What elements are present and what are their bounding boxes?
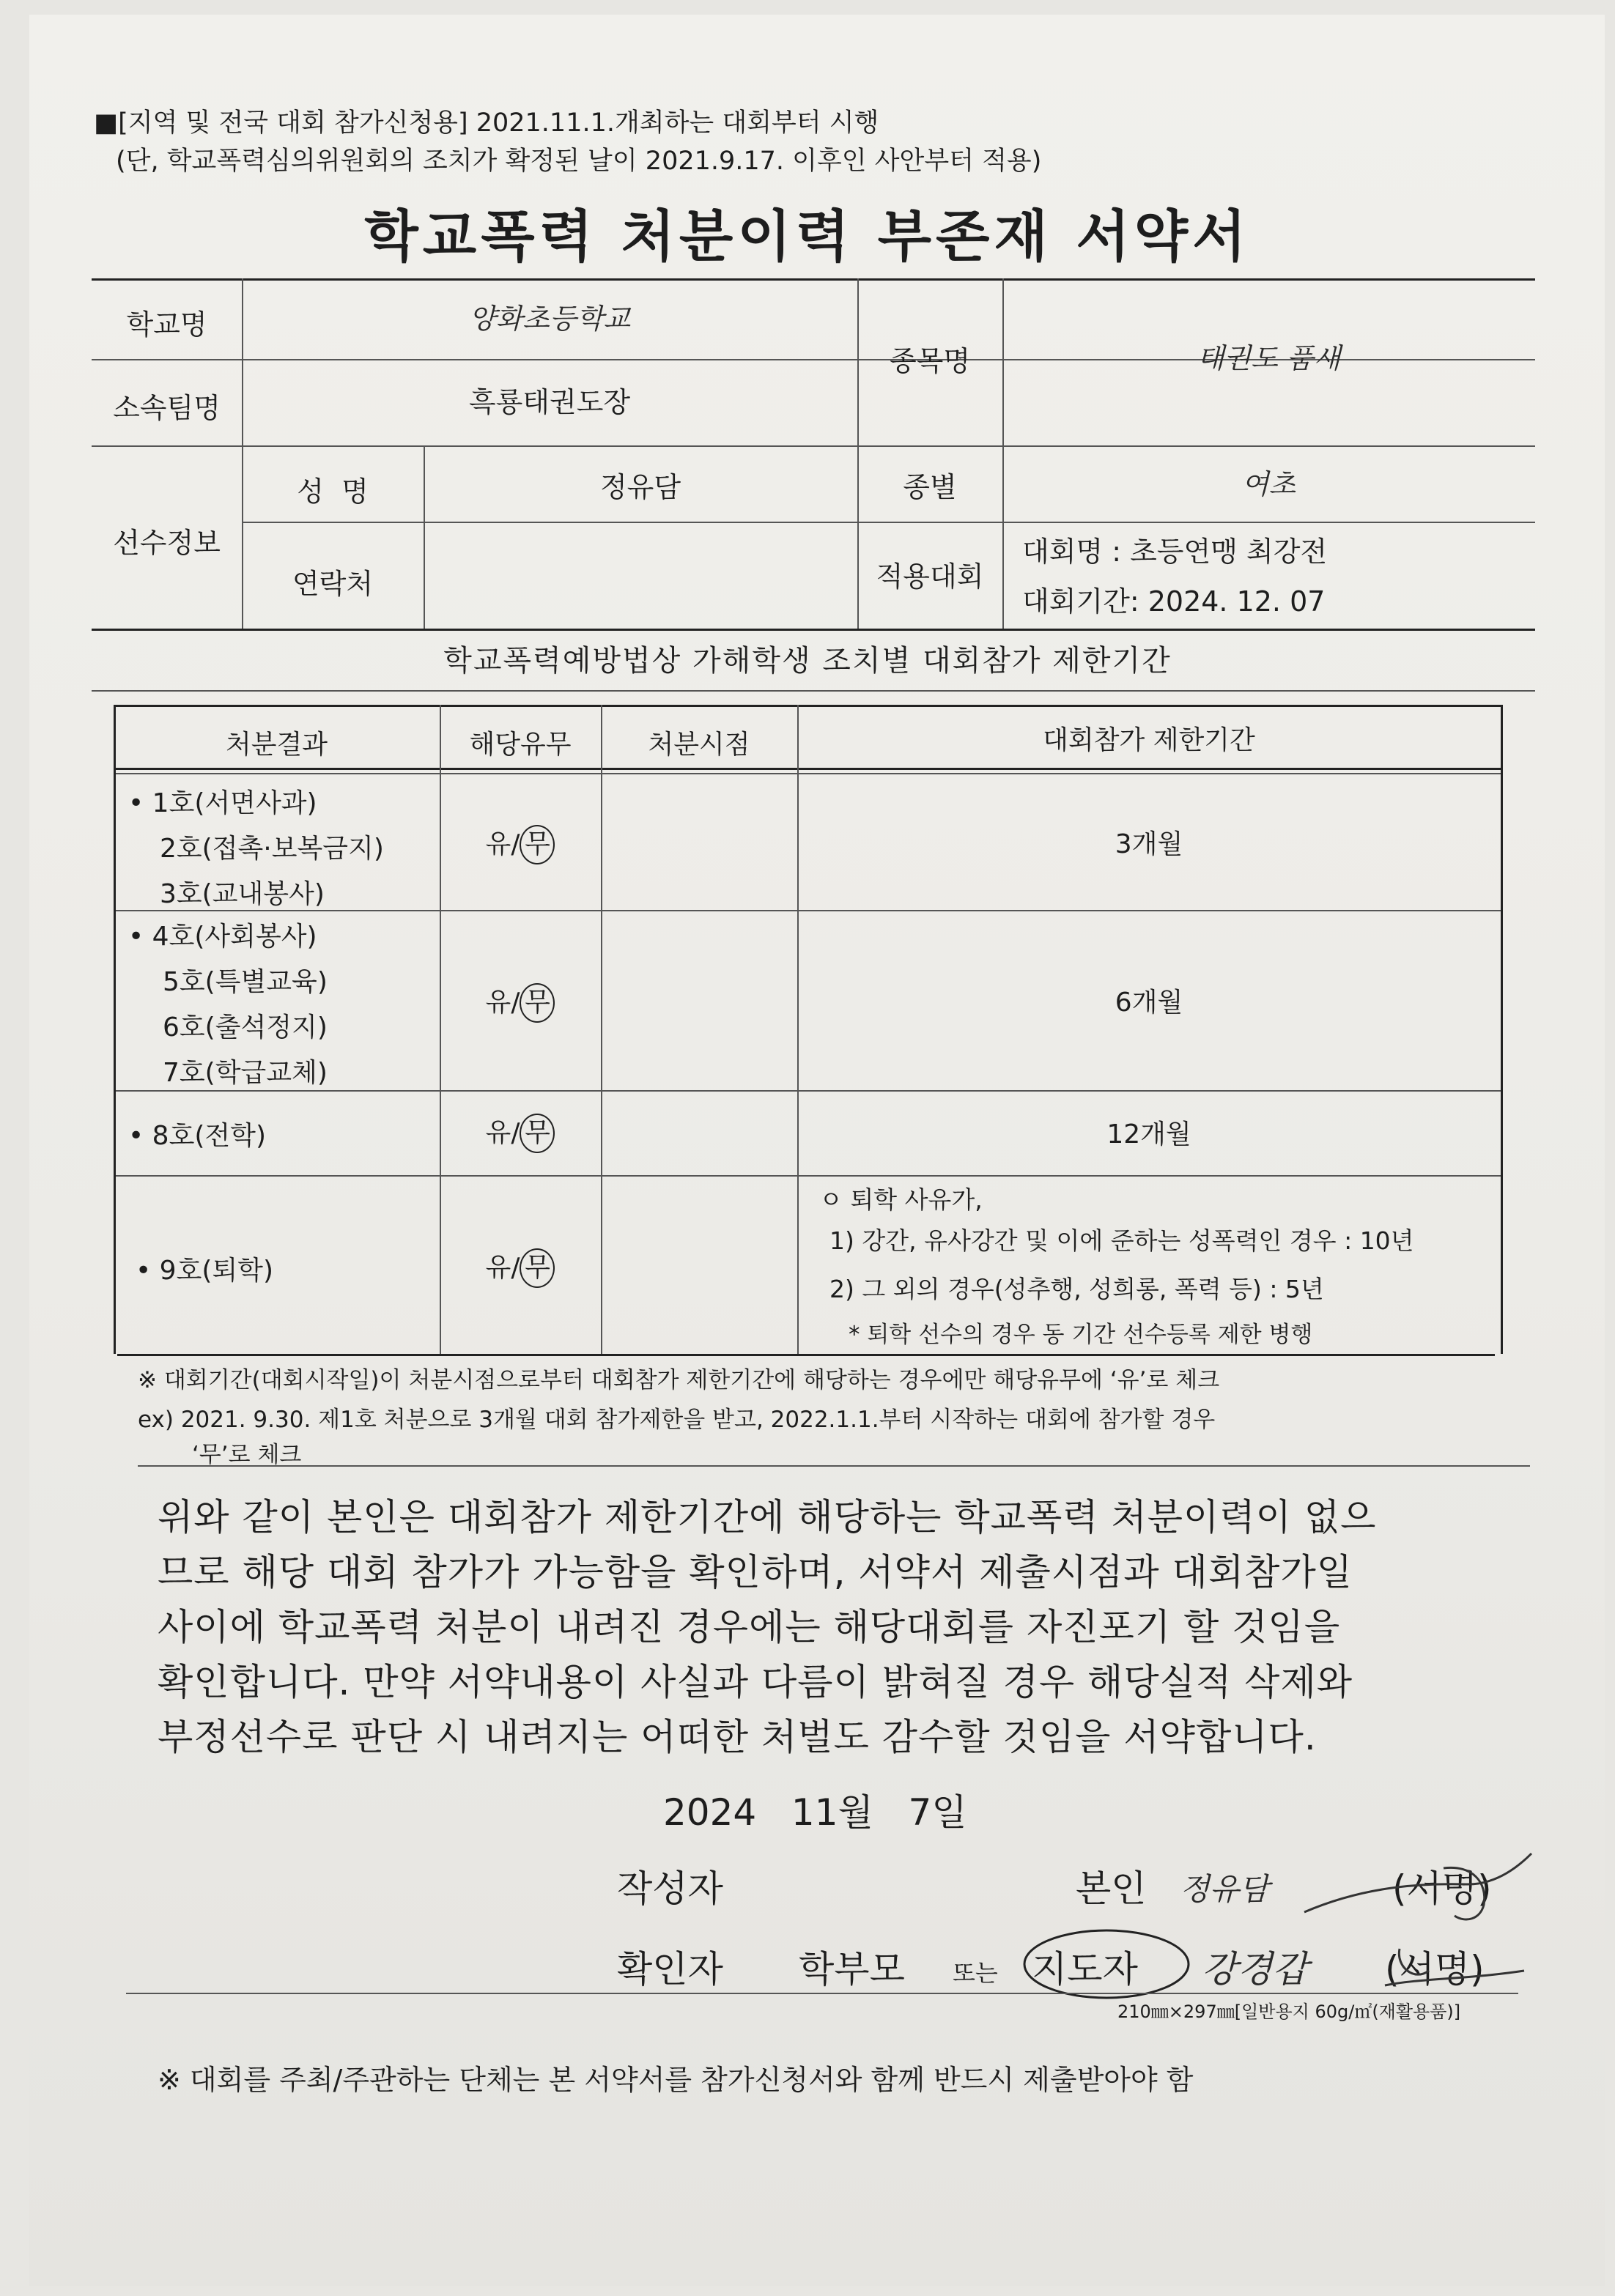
row1-item-3: 3호(교내봉사)	[160, 879, 325, 909]
row4-status	[440, 1247, 601, 1288]
row1-period: 3개월	[1115, 829, 1183, 859]
category-label: 종별	[903, 471, 957, 503]
pledge-line-2: 므로 해당 대회 참가가 가능함을 확인하며, 서약서 제출시점과 대회참가일	[158, 1551, 1353, 1593]
or-label: 또는	[953, 1959, 998, 1987]
row3-item-1: • 8호(전학)	[128, 1121, 266, 1151]
row4-period-line-1: ㅇ 퇴학 사유가,	[819, 1185, 983, 1214]
restriction-heading: 학교폭력예방법상 가해학생 조치별 대회참가 제한기간	[443, 644, 1172, 678]
self-signature-scrawl	[1297, 1846, 1539, 1934]
heading-divider	[92, 690, 1535, 692]
note-line-3: ‘무’로 체크	[192, 1442, 302, 1468]
coach-signature-scrawl	[1378, 1927, 1539, 2000]
status-prefix: 유/	[485, 1253, 520, 1283]
note-line-1: ※ 대회기간(대회시작일)이 처분시점으로부터 대회참가 제한기간에 해당하는 경우에만 해당유무에 ‘유’로 체크	[138, 1367, 1220, 1393]
parent-label: 학부모	[799, 1948, 905, 1991]
category-value: 여초	[1241, 468, 1296, 500]
status-prefix: 유/	[485, 829, 520, 859]
pledge-line-3: 사이에 학교폭력 처분이 내려진 경우에는 해당대회를 자진포기 할 것임을	[158, 1606, 1341, 1648]
player-info-label: 선수정보	[113, 527, 221, 559]
col-header-period: 대회참가 제한기간	[1043, 725, 1255, 755]
self-label: 본인	[1076, 1867, 1147, 1910]
notes-divider	[138, 1465, 1530, 1467]
team-label: 소속팀명	[113, 392, 221, 424]
team-value: 흑룡태권도장	[468, 386, 631, 418]
name-label: 성 명	[297, 475, 369, 508]
contact-label: 연락처	[292, 568, 374, 600]
status-prefix: 유/	[485, 1118, 520, 1148]
document-title: 학교폭력 처분이력 부존재 서약서	[364, 204, 1251, 269]
row1-status	[440, 823, 601, 864]
row4-period-line-2: 1) 강간, 유사강간 및 이에 준하는 성폭력인 경우 : 10년	[829, 1226, 1414, 1255]
status-marked-circle: 무	[520, 825, 555, 864]
coach-sign-label: (서명)	[1385, 1948, 1485, 1991]
status-prefix: 유/	[485, 988, 520, 1018]
self-name-handwritten: 정유담	[1180, 1871, 1269, 1907]
status-marked-circle: 무	[520, 1114, 555, 1153]
writer-label: 작성자	[617, 1867, 723, 1910]
row2-period: 6개월	[1115, 988, 1183, 1018]
note-line-2: ex) 2021. 9.30. 제1호 처분으로 3개월 대회 참가제한을 받고, 2022.1.1.부터 시작하는 대회에 참가할 경우	[138, 1407, 1216, 1433]
row2-item-2: 5호(특별교육)	[163, 967, 328, 997]
row2-status	[440, 982, 601, 1023]
confirmer-label: 확인자	[617, 1948, 723, 1991]
footer-note: ※ 대회를 주최/주관하는 단체는 본 서약서를 참가신청서와 함께 반드시 제출받아야 함	[158, 2064, 1194, 2096]
status-marked-circle: 무	[520, 983, 555, 1023]
name-value: 정유담	[599, 471, 681, 503]
row3-period: 12개월	[1106, 1119, 1191, 1149]
row4-item-1: • 9호(퇴학)	[136, 1256, 273, 1286]
row4-period-line-3: 2) 그 외의 경우(성추행, 성희롱, 폭력 등) : 5년	[829, 1275, 1324, 1303]
coach-name-handwritten: 강경갑	[1202, 1948, 1308, 1991]
pledge-line-5: 부정선수로 판단 시 내려지는 어떠한 처벌도 감수할 것임을 서약합니다.	[158, 1716, 1317, 1758]
school-label: 학교명	[126, 308, 207, 341]
row2-item-4: 7호(학급교체)	[163, 1058, 328, 1088]
col-header-date: 처분시점	[648, 730, 750, 760]
signature-divider	[126, 1993, 1518, 1994]
row1-item-2: 2호(접촉·보복금지)	[160, 834, 384, 864]
pledge-date: 2024 11월 7일	[663, 1791, 967, 1834]
school-value: 양화초등학교	[468, 303, 631, 335]
competition-name: 대회명 : 초등연맹 최강전	[1022, 536, 1328, 568]
pledge-line-4: 확인합니다. 만약 서약내용이 사실과 다름이 밝혀질 경우 해당실적 삭제와	[158, 1661, 1353, 1703]
competition-label: 적용대회	[876, 560, 984, 593]
paper-spec: 210㎜×297㎜[일반용지 60g/㎡(재활용품)]	[1117, 2001, 1461, 2022]
row1-item-1: • 1호(서면사과)	[128, 788, 317, 818]
row2-item-1: • 4호(사회봉사)	[128, 922, 317, 952]
col-header-result: 처분결과	[225, 730, 328, 760]
col-header-status: 해당유무	[469, 730, 572, 760]
event-value: 태권도 품새	[1197, 342, 1341, 374]
row3-status	[440, 1112, 601, 1153]
notice-line-2: (단, 학교폭력심의위원회의 조치가 확정된 날이 2021.9.17. 이후인 사안부터 적용)	[116, 147, 1042, 176]
self-sign-label: (서명)	[1392, 1867, 1492, 1910]
row4-period-line-4: * 퇴학 선수의 경우 동 기간 선수등록 제한 병행	[849, 1322, 1313, 1348]
event-label: 종목명	[889, 345, 971, 377]
status-marked-circle: 무	[520, 1248, 555, 1288]
pledge-line-1: 위와 같이 본인은 대회참가 제한기간에 해당하는 학교폭력 처분이력이 없으	[158, 1496, 1377, 1538]
notice-line-1: ■[지역 및 전국 대회 참가신청용] 2021.11.1.개최하는 대회부터 시행	[94, 108, 879, 138]
row2-item-3: 6호(출석정지)	[163, 1012, 328, 1043]
competition-period: 대회기간: 2024. 12. 07	[1022, 585, 1326, 618]
coach-label: 지도자	[1032, 1948, 1138, 1991]
